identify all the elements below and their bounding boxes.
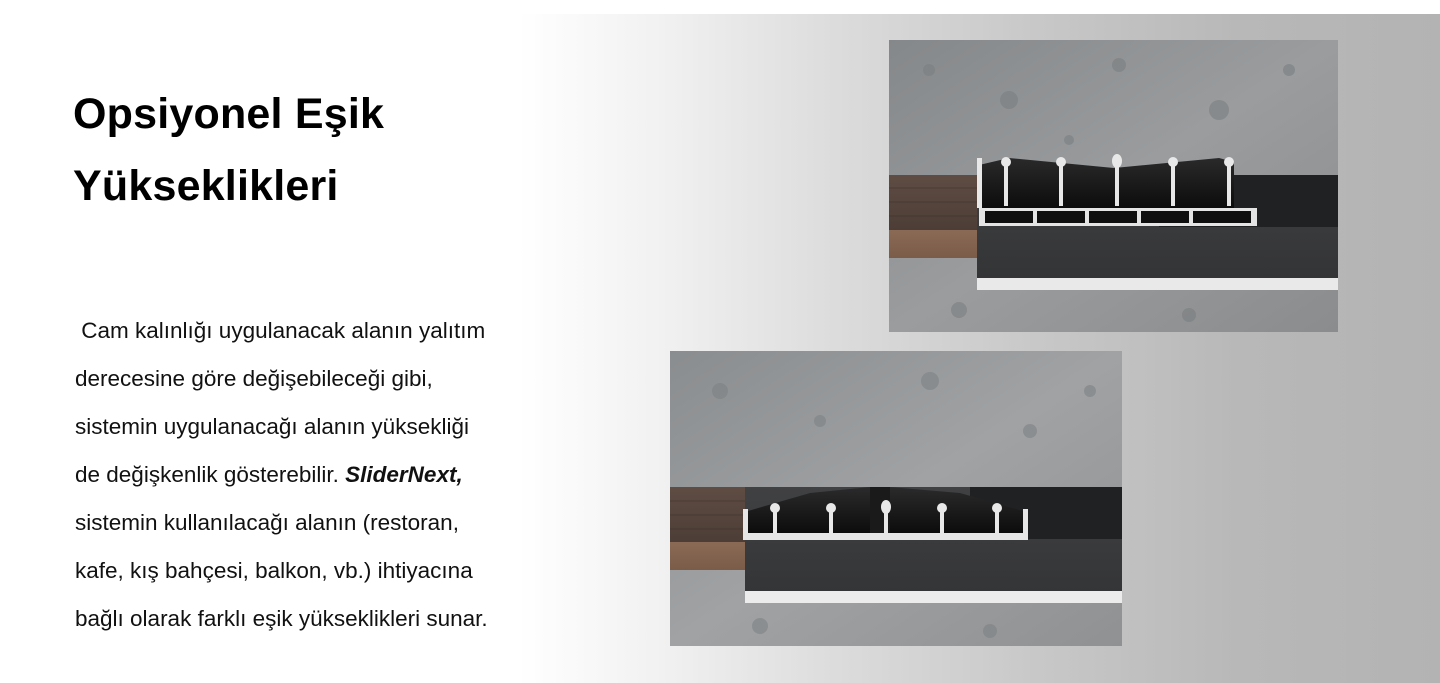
title-line-1: Opsiyonel Eşik	[73, 90, 385, 138]
brand-comma: ,	[456, 462, 463, 487]
description-line	[75, 451, 635, 499]
top-strip	[0, 0, 1440, 14]
threshold-low-image	[670, 351, 1122, 646]
description-text: de değişkenlik gösterebilir.	[75, 462, 346, 487]
description-line: bağlı olarak farklı eşik yükseklikleri sunar.	[75, 606, 488, 631]
description-line: kafe, kış bahçesi, balkon, vb.) ihtiyacına	[75, 558, 473, 583]
threshold-raised-image	[889, 40, 1338, 332]
description-line: sistemin kullanılacağı alanın (restoran,	[75, 510, 459, 535]
title-line-2: Yükseklikleri	[73, 162, 339, 210]
description-paragraph	[75, 307, 635, 643]
page-title	[73, 78, 633, 222]
brand-name: SliderNext	[345, 462, 457, 487]
description-line: sistemin uygulanacağı alanın yüksekliği	[75, 414, 469, 439]
description-line: derecesine göre değişebileceği gibi,	[75, 366, 433, 391]
description-line: Cam kalınlığı uygulanacak alanın yalıtım	[75, 318, 486, 343]
